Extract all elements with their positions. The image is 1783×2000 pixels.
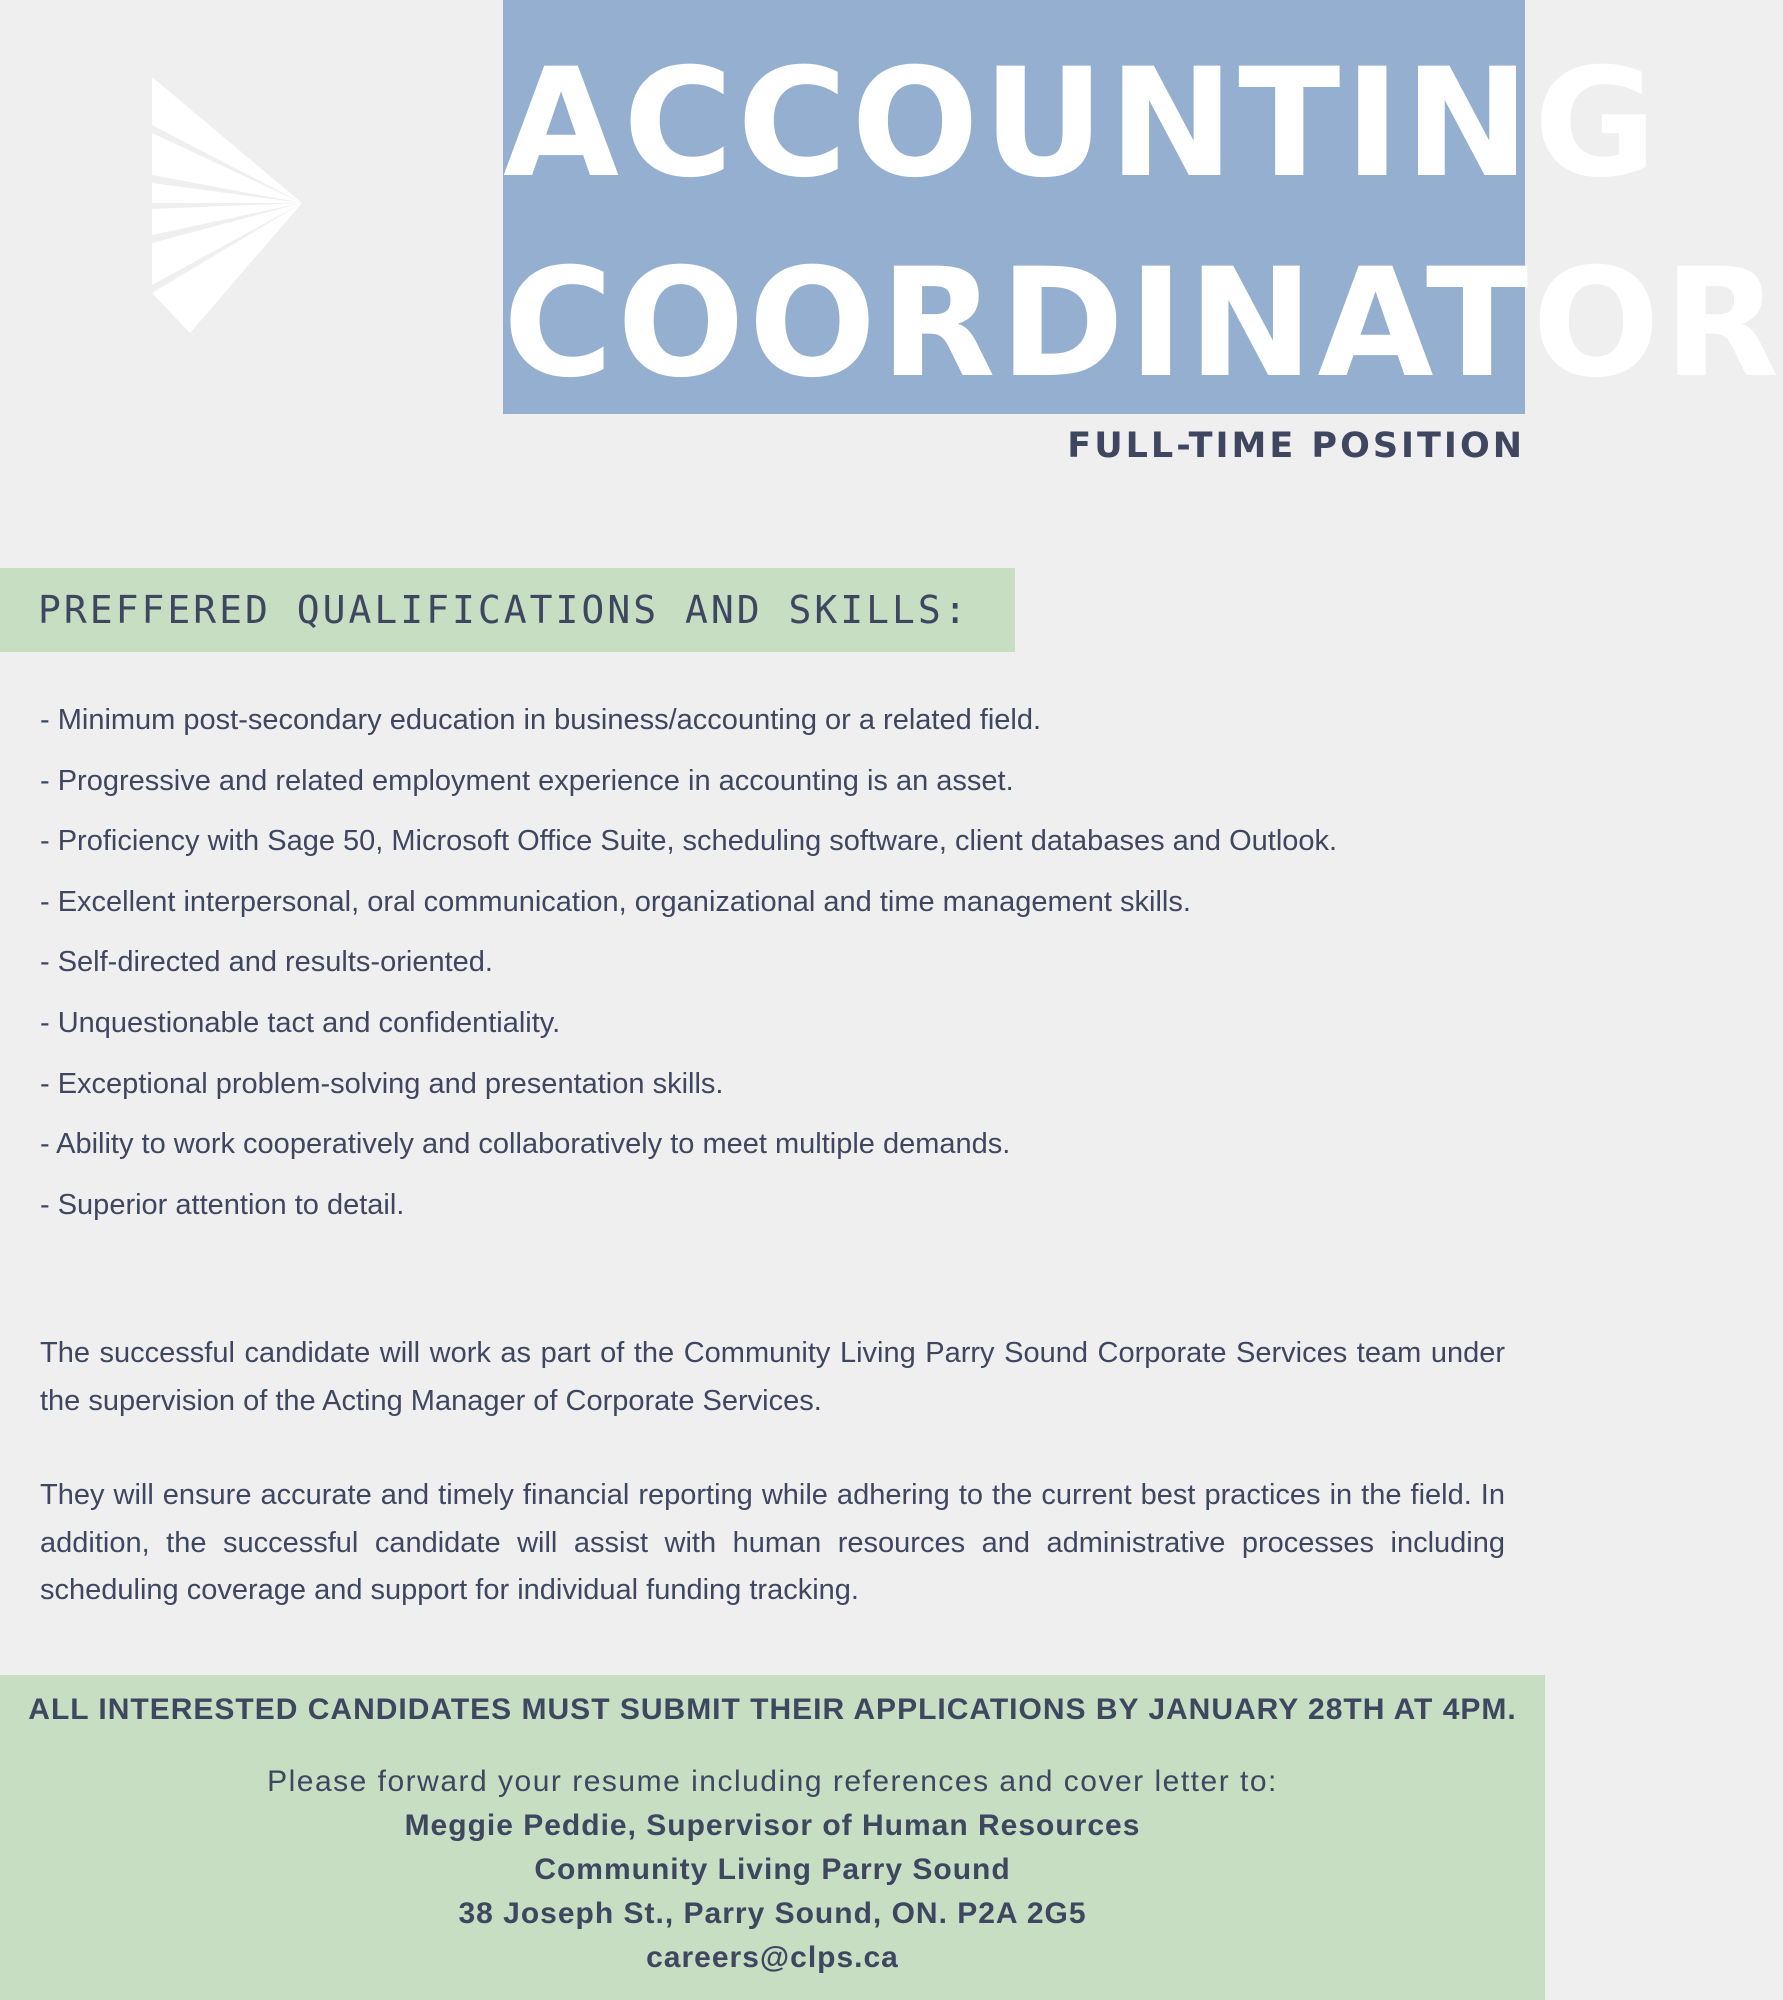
title-banner: [503, 0, 1783, 414]
qualifications-band: [0, 568, 1015, 652]
contact-block: [0, 1760, 1545, 1980]
position-type: FULL-TIME POSITION: [1067, 426, 1525, 466]
title-line-2: COORDINATOR: [503, 237, 1783, 411]
contact-email: careers@clps.ca: [646, 1941, 899, 1974]
qualifications-heading: PREFFERED QUALIFICATIONS AND SKILLS:: [38, 588, 970, 632]
contact-address: 38 Joseph St., Parry Sound, ON. P2A 2G5: [458, 1897, 1087, 1930]
qualification-item: - Minimum post-secondary education in business/accounting or a related field.: [40, 704, 1042, 736]
qualification-item: - Ability to work cooperatively and collaboratively to meet multiple demands.: [40, 1128, 1011, 1161]
contact-name: Meggie Peddie, Supervisor of Human Resources: [404, 1809, 1141, 1842]
qualification-item: - Proficiency with Sage 50, Microsoft Office Suite, scheduling software, client databases and Outlook.: [40, 825, 1338, 858]
contact-intro: Please forward your resume including references and cover letter to:: [267, 1765, 1278, 1798]
description-paragraph-2: They will ensure accurate and timely financial reporting while adhering to the current best practices in the field. In addition, the successful candidate will assist with human resources and administrative processes including scheduling coverage and support for individual funding tracking.: [40, 1479, 1505, 1606]
qualification-item: - Superior attention to detail.: [40, 1188, 405, 1221]
description-paragraph-1: The successful candidate will work as part of the Community Living Parry Sound Corporate Services team under the supervision of the Acting Manager of Corporate Services.: [40, 1337, 1505, 1417]
qualification-item: - Unquestionable tact and confidentiality.: [40, 1006, 561, 1039]
contact-organization: Community Living Parry Sound: [534, 1853, 1011, 1886]
qualification-item: - Exceptional problem-solving and presentation skills.: [40, 1067, 724, 1100]
title-line-1: ACCOUNTING: [503, 37, 1661, 211]
qualification-item: - Progressive and related employment experience in accounting is an asset.: [40, 764, 1014, 797]
application-deadline: ALL INTERESTED CANDIDATES MUST SUBMIT THEIR APPLICATIONS BY JANUARY 28TH AT 4PM.: [28, 1693, 1517, 1726]
qualifications-list: [40, 690, 1337, 1235]
qualification-item: - Self-directed and results-oriented.: [40, 946, 493, 979]
application-footer: [0, 1675, 1545, 2000]
sunburst-logo-icon: [150, 75, 310, 335]
qualification-item: - Excellent interpersonal, oral communication, organizational and time management skills.: [40, 885, 1191, 918]
